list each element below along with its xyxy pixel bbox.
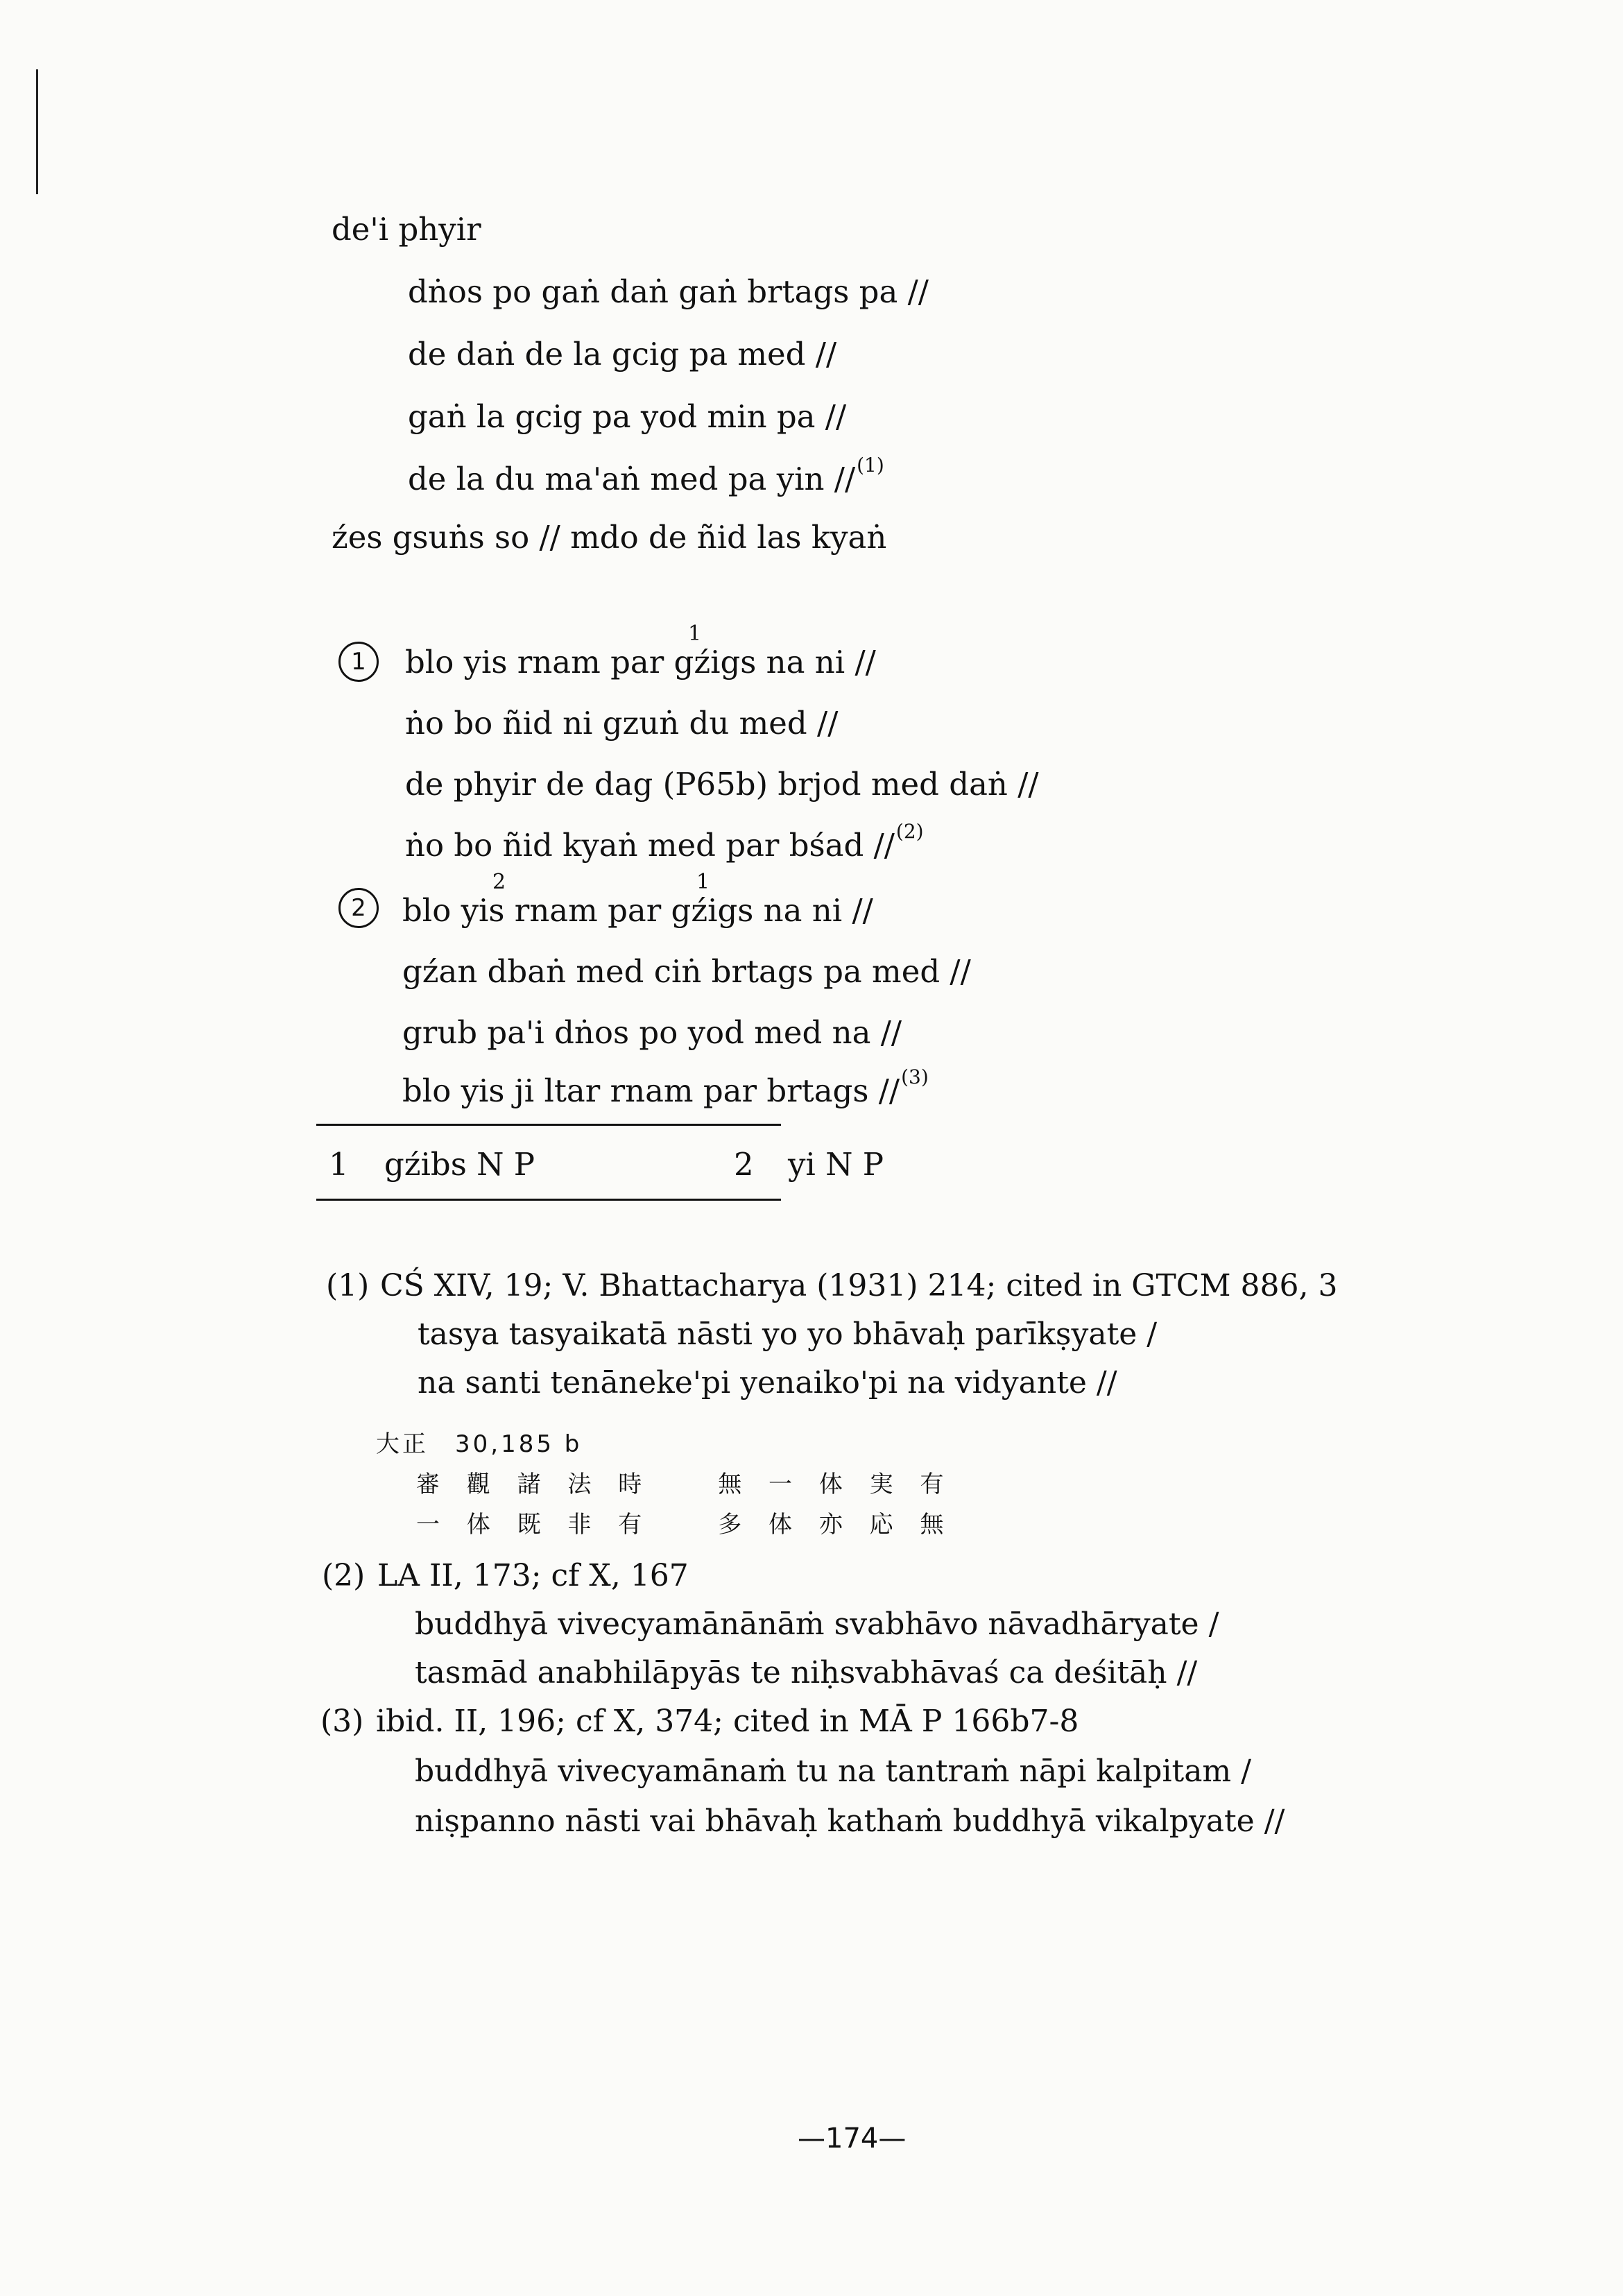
verse1-line-2: de daṅ de la gcig pa med // [408,336,837,372]
variant-mark-1b: 1 [696,870,710,894]
verse3-line-4 [402,1065,929,1109]
footnote-3-line-2: niṣpanno nāsti vai bhāvaḥ kathaṁ buddhyā vikalpyate // [415,1804,1285,1839]
variant-2-text: yi N P [788,1146,884,1183]
after-verse1-line: źes gsuṅs so // mdo de ñid las kyaṅ [332,519,887,556]
verse1-line-4 [408,454,884,497]
chinese-verse-line-2: 一 体 既 非 有 多 体 亦 応 無 [416,1511,954,1539]
variant-mark-2: 2 [492,870,506,894]
verse2-line-4-text: ṅo bo ñid kyaṅ med par bśad // [405,827,895,864]
verse2-line-3: de phyir de dag (P65b) brjod med daṅ // [405,766,1039,803]
verse1-line-3: gaṅ la gcig pa yod min pa // [408,398,847,435]
footnote-1-label: (1) [326,1268,370,1303]
verse3-line-2: gźan dbaṅ med ciṅ brtags pa med // [402,953,971,990]
taisho-reference: 大正 30,185 b [376,1430,583,1458]
verse2-line-2: ṅo bo ñid ni gzuṅ du med // [405,705,839,742]
footnote-3-citation: ibid. II, 196; cf X, 374; cited in MĀ P 166b7-8 [376,1704,1079,1739]
footnote-ref-3[interactable]: (3) [901,1065,929,1088]
footnote-1-line-1: tasya tasyaikatā nāsti yo yo bhāvaḥ parīkṣyate / [418,1317,1158,1352]
variant-mark-1a: 1 [688,622,702,646]
footnote-1-citation: CŚ XIV, 19; V. Bhattacharya (1931) 214; cited in GTCM 886, 3 [380,1268,1338,1303]
footnote-1-line-2: na santi tenāneke'pi yenaiko'pi na vidyante // [418,1365,1117,1400]
verse-marker-1: 1 [338,642,379,682]
apparatus-rule-bottom [316,1199,781,1201]
verse-marker-2: 2 [338,888,379,928]
variant-2-num: 2 [734,1146,754,1183]
verse1-line-4-text: de la du ma'aṅ med pa yin // [408,461,856,497]
footnote-ref-2[interactable]: (2) [895,820,924,843]
footnote-2-citation: LA II, 173; cf X, 167 [377,1558,689,1593]
verse2-line-4 [405,820,924,864]
verse1-line-1: dṅos po gaṅ daṅ gaṅ brtags pa // [408,273,929,310]
footnote-2-label: (2) [322,1558,366,1593]
page-number: —174— [798,2123,907,2154]
verse3-line-1: blo yis rnam par gźigs na ni // [402,892,873,929]
verse3-line-4-text: blo yis ji ltar rnam par brtags // [402,1072,900,1109]
footnote-2-line-1: buddhyā vivecyamānānāṁ svabhāvo nāvadhāryate / [415,1607,1219,1642]
verse2-line-1: blo yis rnam par gźigs na ni // [405,644,876,680]
chinese-verse-line-1: 審 觀 諸 法 時 無 一 体 実 有 [416,1471,954,1498]
variant-1-num: 1 [329,1146,349,1183]
apparatus-rule-top [316,1124,781,1126]
footnote-ref-1[interactable]: (1) [857,454,884,477]
footnote-3-label: (3) [320,1704,364,1739]
verse3-line-3: grub pa'i dṅos po yod med na // [402,1014,902,1051]
intro-line: de'i phyir [332,211,481,248]
footnote-3-line-1: buddhyā vivecyamānaṁ tu na tantraṁ nāpi kalpitam / [415,1754,1251,1789]
variant-1-text: gźibs N P [384,1146,535,1183]
footnote-2-line-2: tasmād anabhilāpyās te niḥsvabhāvaś ca deśitāḥ // [415,1655,1198,1690]
page-edge-mark [36,69,38,194]
